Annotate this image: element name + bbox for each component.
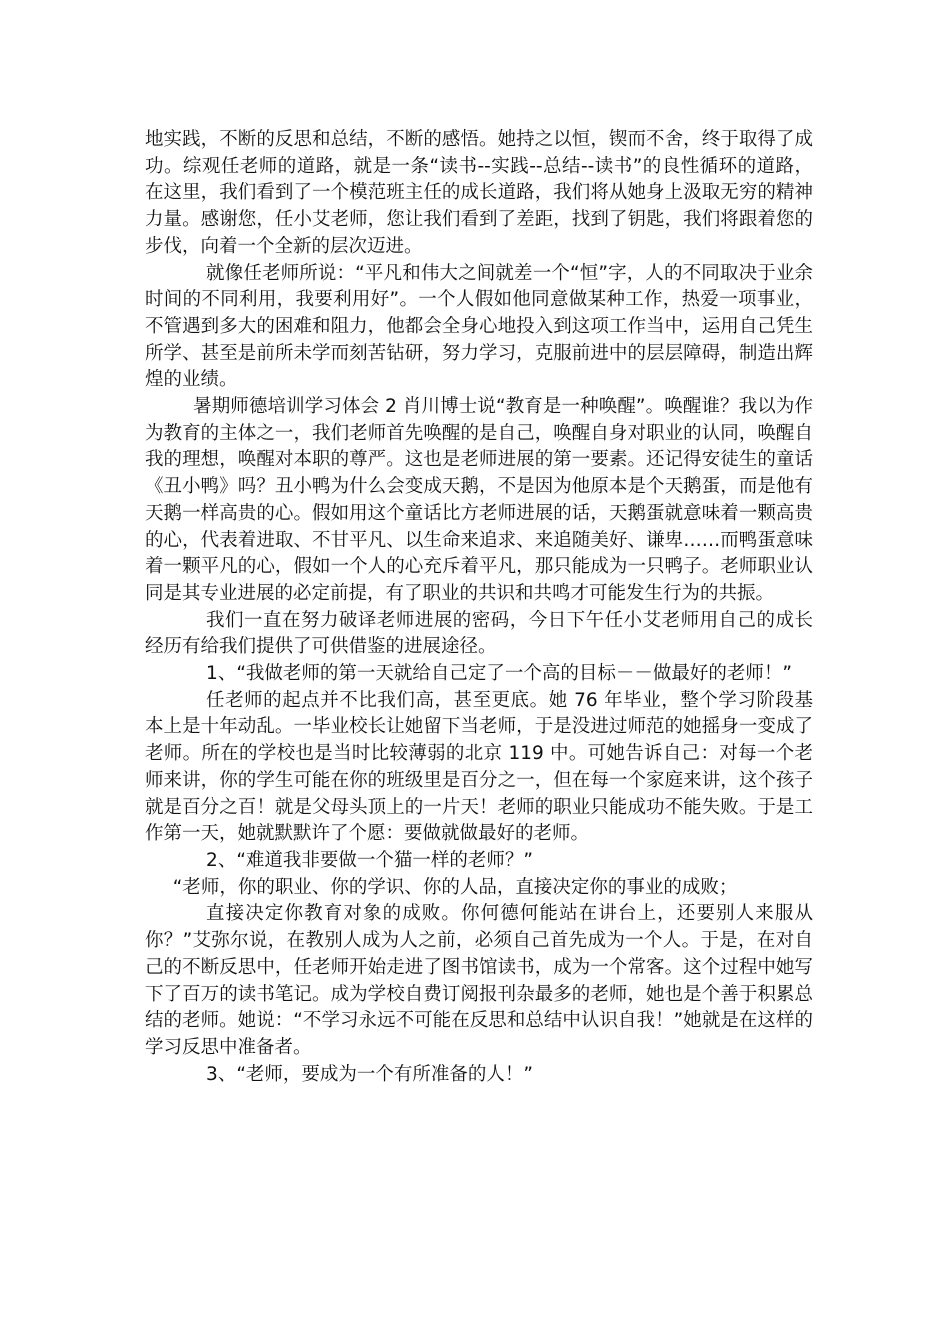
paragraph-7-heading-2: 2、“难道我非要做一个猫一样的老师？” <box>206 849 533 871</box>
document-page <box>145 127 813 1088</box>
paragraph-10-heading-3: 3、“老师，要成为一个有所准备的人！” <box>206 1063 533 1085</box>
paragraph-2: 就像任老师所说：“平凡和伟大之间就差一个“恒”字，人的不同取决于业余时间的不同利用，我要利用好”。一个人假如他同意做某种工作，热爱一项事业，不管遇到多大的困难和阻力，他都会全身心地投入到这项工作当中，运用自己凭生所学、甚至是前所未学而刻苦钻研，努力学习，克服前进中的层层障碍，制造出辉煌的业绩。 <box>145 262 813 391</box>
paragraph-8: “老师，你的职业、你的学识、你的人品，直接决定你的事业的成败； <box>172 876 738 898</box>
paragraph-3: 暑期师德培训学习体会 2 肖川博士说“教育是一种唤醒”。唤醒谁？我以为作为教育的主体之一，我们老师首先唤醒的是自己，唤醒自身对职业的认同，唤醒自我的理想，唤醒对本职的尊严。这也是老师进展的第一要素。还记得安徒生的童话《丑小鸭》吗？丑小鸭为什么会变成天鹅，不是因为他原本是个天鹅蛋，而是他有天鹅一样高贵的心。假如用这个童话比方老师进展的话，天鹅蛋就意味着一颗高贵的心，代表着进取、不甘平凡、以生命来追求、来追随美好、谦卑……而鸭蛋意味着一颗平凡的心，假如一个人的心充斥着平凡，那只能成为一只鸭子。老师职业认同是其专业进展的必定前提，有了职业的共识和共鸣才可能发生行为的共振。 <box>145 396 813 604</box>
paragraph-4: 我们一直在努力破译老师进展的密码，今日下午任小艾老师用自己的成长经历有给我们提供了可供借鉴的进展途径。 <box>145 609 813 658</box>
paragraph-6: 任老师的起点并不比我们高，甚至更底。她 76 年毕业，整个学习阶段基本上是十年动乱。一毕业校长让她留下当老师，于是没进过师范的她摇身一变成了老师。所在的学校也是当时比较薄弱的北京 119 中。可她告诉自己：对每一个老师来讲，你的学生可能在你的班级里是百分之一，但在每一个家庭来讲，这个孩子就是百分之百！就是父母头顶上的一片天！老师的职业只能成功不能失败。于是工作第一天，她就默默许了个愿：要做就做最好的老师。 <box>145 689 813 845</box>
paragraph-5-heading-1: 1、“我做老师的第一天就给自己定了一个高的目标－－做最好的老师！” <box>206 663 792 685</box>
paragraph-1: 地实践，不断的反思和总结，不断的感悟。她持之以恒，锲而不舍，终于取得了成功。综观任老师的道路，就是一条“读书--实践--总结--读书”的良性循环的道路，在这里，我们看到了一个模范班主任的成长道路，我们将从她身上汲取无穷的精神力量。感谢您，任小艾老师，您让我们看到了差距，找到了钥匙，我们将跟着您的步伐，向着一个全新的层次迈进。 <box>145 129 813 257</box>
paragraph-9: 直接决定你教育对象的成败。你何德何能站在讲台上，还要别人来服从你？”艾弥尔说，在教别人成为人之前，必须自己首先成为一个人。于是，在对自己的不断反思中，任老师开始走进了图书馆读书，成为一个常客。这个过程中她写下了百万的读书笔记。成为学校自费订阅报刊杂最多的老师，她也是个善于积累总结的老师。她说：“不学习永远不可能在反思和总结中认识自我！”她就是在这样的学习反思中准备者。 <box>145 903 813 1058</box>
